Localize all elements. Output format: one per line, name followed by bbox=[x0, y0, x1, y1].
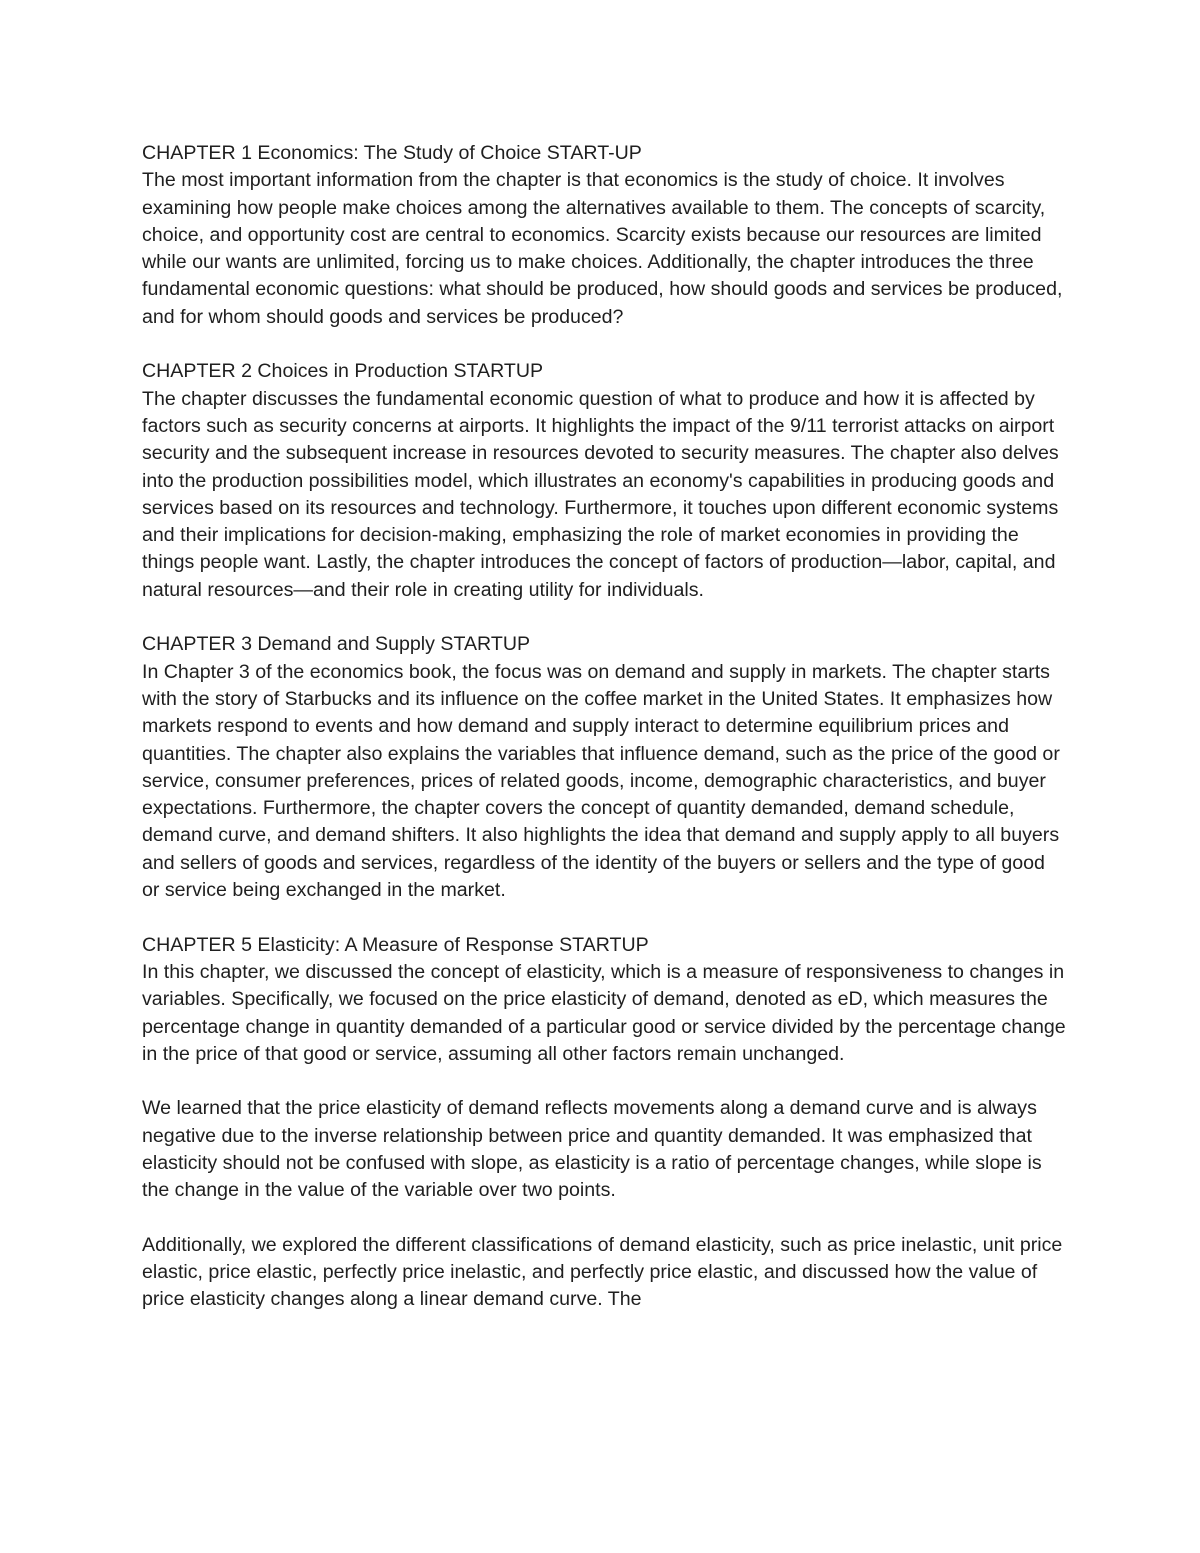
paragraph-spacer bbox=[142, 1068, 1067, 1095]
chapter-5-paragraph-1: In this chapter, we discussed the concept of elasticity, which is a measure of responsiveness to changes in variables. Specifically, we focused on the price elasticity of demand, denoted as eD, which measures the percentage change in quantity demanded of a particular good or service divided by the percentage change in the price of that good or service, assuming all other factors remain unchanged. bbox=[142, 960, 1066, 1065]
chapter-1-heading: CHAPTER 1 Economics: The Study of Choice START-UP bbox=[142, 142, 642, 164]
document-body bbox=[142, 140, 1067, 1314]
section-spacer bbox=[142, 904, 1067, 931]
chapter-1-section bbox=[142, 140, 1067, 331]
section-spacer bbox=[142, 604, 1067, 631]
chapter-5-heading: CHAPTER 5 Elasticity: A Measure of Response STARTUP bbox=[142, 933, 649, 956]
chapter-2-heading: CHAPTER 2 Choices in Production STARTUP bbox=[142, 360, 544, 383]
chapter-2-section bbox=[142, 358, 1067, 604]
chapter-5-paragraph-2: We learned that the price elasticity of demand reflects movements along a demand curve and is always negative due to the inverse relationship between price and quantity demanded. It was emphasized that elasticity should not be confused with slope, as elasticity is a ratio of percentage changes, while slope is the change in the value of the variable over two points. bbox=[142, 1097, 1042, 1202]
chapter-3-paragraph: In Chapter 3 of the economics book, the focus was on demand and supply in markets. The chapter starts with the story of Starbucks and its influence on the coffee market in the United States. It emphasizes how markets respond to events and how demand and supply interact to determine equilibrium prices and quantities. The chapter also explains the variables that influence demand, such as the price of the good or service, consumer preferences, prices of related goods, income, demographic characteristics, and buyer expectations. Furthermore, the chapter covers the concept of quantity demanded, demand schedule, demand curve, and demand shifters. It also highlights the idea that demand and supply apply to all buyers and sellers of goods and services, regardless of the identity of the buyers or sellers and the type of good or service being exchanged in the market. bbox=[142, 660, 1060, 902]
chapter-2-paragraph: The chapter discusses the fundamental economic question of what to produce and how it is affected by factors such as security concerns at airports. It highlights the impact of the 9/11 terrorist attacks on airport security and the subsequent increase in resources devoted to security measures. The chapter also delves into the production possibilities model, which illustrates an economy's capabilities in producing goods and services based on its resources and technology. Furthermore, it touches upon different economic systems and their implications for decision-making, emphasizing the role of market economies in providing the things people want. Lastly, the chapter introduces the concept of factors of production—labor, capital, and natural resources—and their role in creating utility for individuals. bbox=[142, 387, 1059, 601]
chapter-5-section bbox=[142, 932, 1067, 1314]
chapter-3-section bbox=[142, 631, 1067, 904]
chapter-3-heading: CHAPTER 3 Demand and Supply STARTUP bbox=[142, 633, 531, 656]
chapter-1-paragraph: The most important information from the chapter is that economics is the study of choice. It involves examining how people make choices among the alternatives available to them. The concepts of scarcity, choice, and opportunity cost are central to economics. Scarcity exists because our resources are limited while our wants are unlimited, forcing us to make choices. Additionally, the chapter introduces the three fundamental economic questions: what should be produced, how should goods and services be produced, and for whom should goods and services be produced? bbox=[142, 169, 1063, 328]
section-spacer bbox=[142, 331, 1067, 358]
chapter-5-paragraph-3: Additionally, we explored the different classifications of demand elasticity, such as price inelastic, unit price elastic, price elastic, perfectly price inelastic, and perfectly price elastic, and discussed how the value of price elasticity changes along a linear demand curve. The bbox=[142, 1233, 1063, 1311]
paragraph-spacer bbox=[142, 1205, 1067, 1232]
